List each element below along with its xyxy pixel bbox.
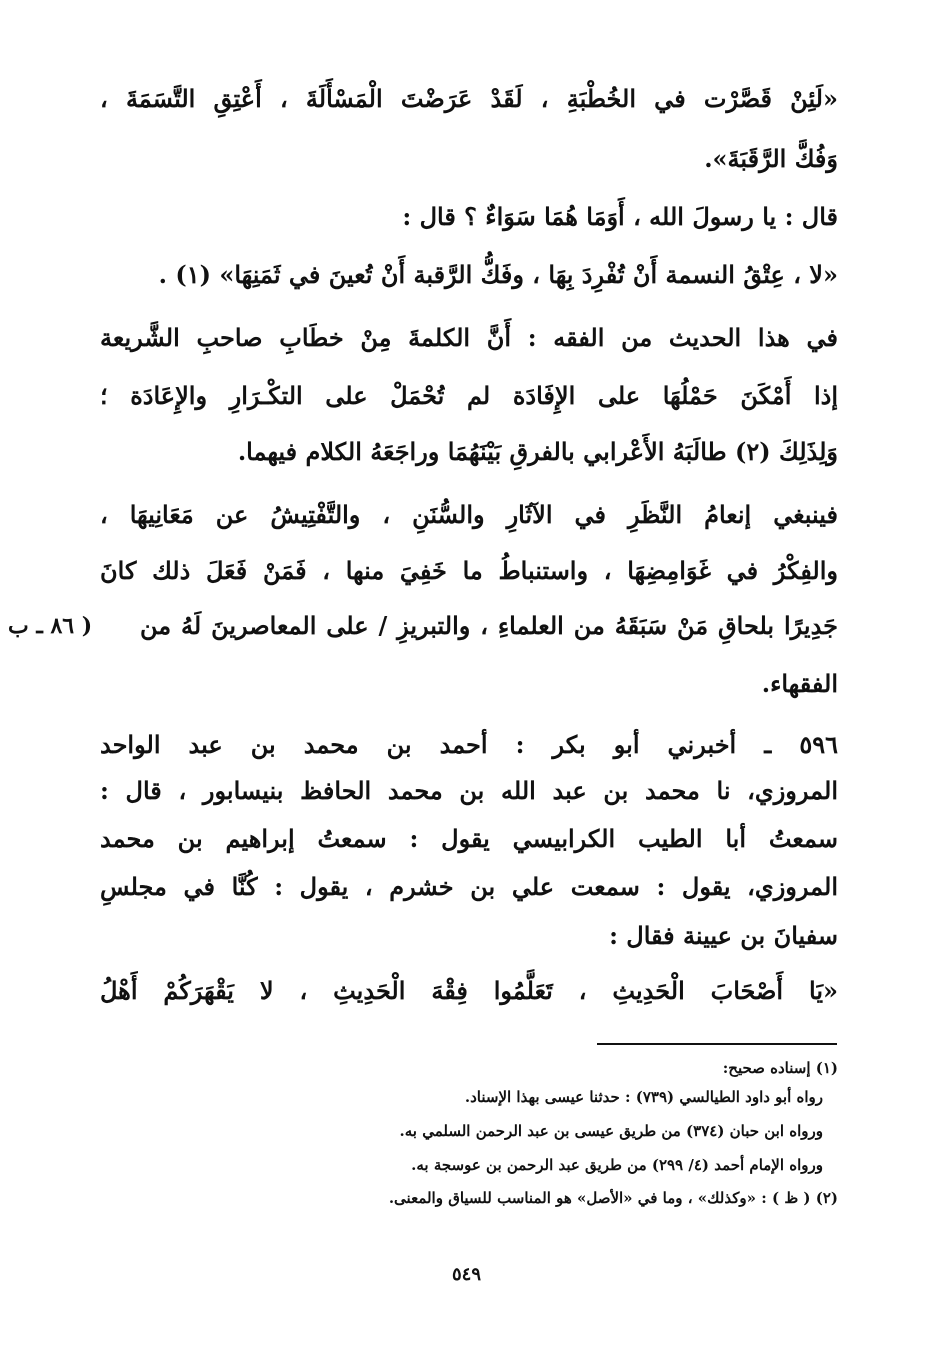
footnote-1-line-1: رواه أبو داود الطيالسي (٧٣٩) : حدثنا عيسى بهذا الإسناد. [464,1088,823,1106]
margin-note: ( ٨٦ ـ ب [8,613,93,639]
text-line-6: إذا أَمْكَنَ حَمْلُهَا على الإِفَادَة لم تُحْمَلْ على التكْـرَارِ والإِعَادَة ؛ [100,381,838,410]
text-line-15: المروزي، يقول : سمعت علي بن خشرم ، يقول : كُنَّا في مجلسِ [100,872,838,901]
text-line-5: في هذا الحديث من الفقه : أَنَّ الكلمةَ مِنْ خطَابِ صاحبِ الشَّريعة [100,323,838,352]
text-line-16: سفيانَ بن عيينة فقال : [609,921,838,950]
text-line-12: ٥٩٦ ـ أخبرني أبو بكر : أحمد بن محمد بن عبد الواحد [100,730,838,759]
page-number: ٥٤٩ [451,1264,481,1285]
text-line-17: «يَا أَصْحَابَ الْحَدِيثِ ، تَعَلَّمُوا فِقْهَ الْحَدِيثِ ، لا يَقْهَرَكُمْ أَهْلُ [100,976,838,1005]
text-line-9: والفِكْرُ في غَوَامِضِهَا ، واستنباطُ ما خَفِيَ منها ، فَمَنْ فَعَلَ ذلك كانَ [100,556,838,585]
footnote-1-heading: (١) إسناده صحيح: [722,1059,838,1077]
text-line-1: «لَئِنْ قَصَّرْت في الخُطْبَةِ ، لَقَدْ عَرَضْتَ الْمَسْأَلَةَ ، أَعْتِقِ التَّسَمَةَ ، [100,84,838,113]
text-line-4: «لا ، عِتْقُ النسمة أَنْ تُفْرِدَ بِهَا ، وفَكُّ الرَّقبة أَنْ تُعينَ في ثَمَنِهَا» (١) . [158,260,838,289]
text-line-13: المروزي، نا محمد بن عبد الله بن محمد الحافظ بنيسابور ، قال : [100,776,838,805]
text-line-2: وَفُكَّ الرَّقَبَةَ». [704,144,838,173]
text-line-11: الفقهاء. [761,669,838,698]
text-line-7: وَلِذَلِكَ (٢) طالَبَهُ الأَعْرابي بالفرقِ بَيْنَهُمَا وراجَعَهُ الكلام فيهما. [237,437,838,466]
text-line-14: سمعتُ أبا الطيب الكرابيسي يقول : سمعتُ إبراهيم بن محمد [100,824,838,853]
footnote-separator [597,1043,837,1045]
text-line-10: جَدِيرًا بلحاقِ مَنْ سَبَقَهُ من العلماءِ ، والتبريزِ / على المعاصرينَ لَهُ من [140,611,838,640]
footnote-1-line-2: ورواه ابن حبان (٣٧٤) من طريق عيسى بن عبد الرحمن السلمي به. [399,1122,823,1140]
text-line-8: فينبغي إنعامُ النَّظَرِ في الآثَارِ والسُّنَنِ ، والتَّفْتِيشُ عن مَعَانِيهَا ، [100,500,838,529]
footnote-2: (٢) ( ظ ) : «وكذلك» ، وما في «الأصل» هو المناسب للسياق والمعنى. [388,1189,838,1207]
footnote-1-line-3: ورواه الإمام أحمد (٤/ ٢٩٩) من طريق عبد الرحمن بن عوسجة به. [411,1156,823,1174]
text-line-3: قال : يا رسولَ الله ، أَوَمَا هُمَا سَوَاءٌ ؟ قال : [402,202,838,231]
